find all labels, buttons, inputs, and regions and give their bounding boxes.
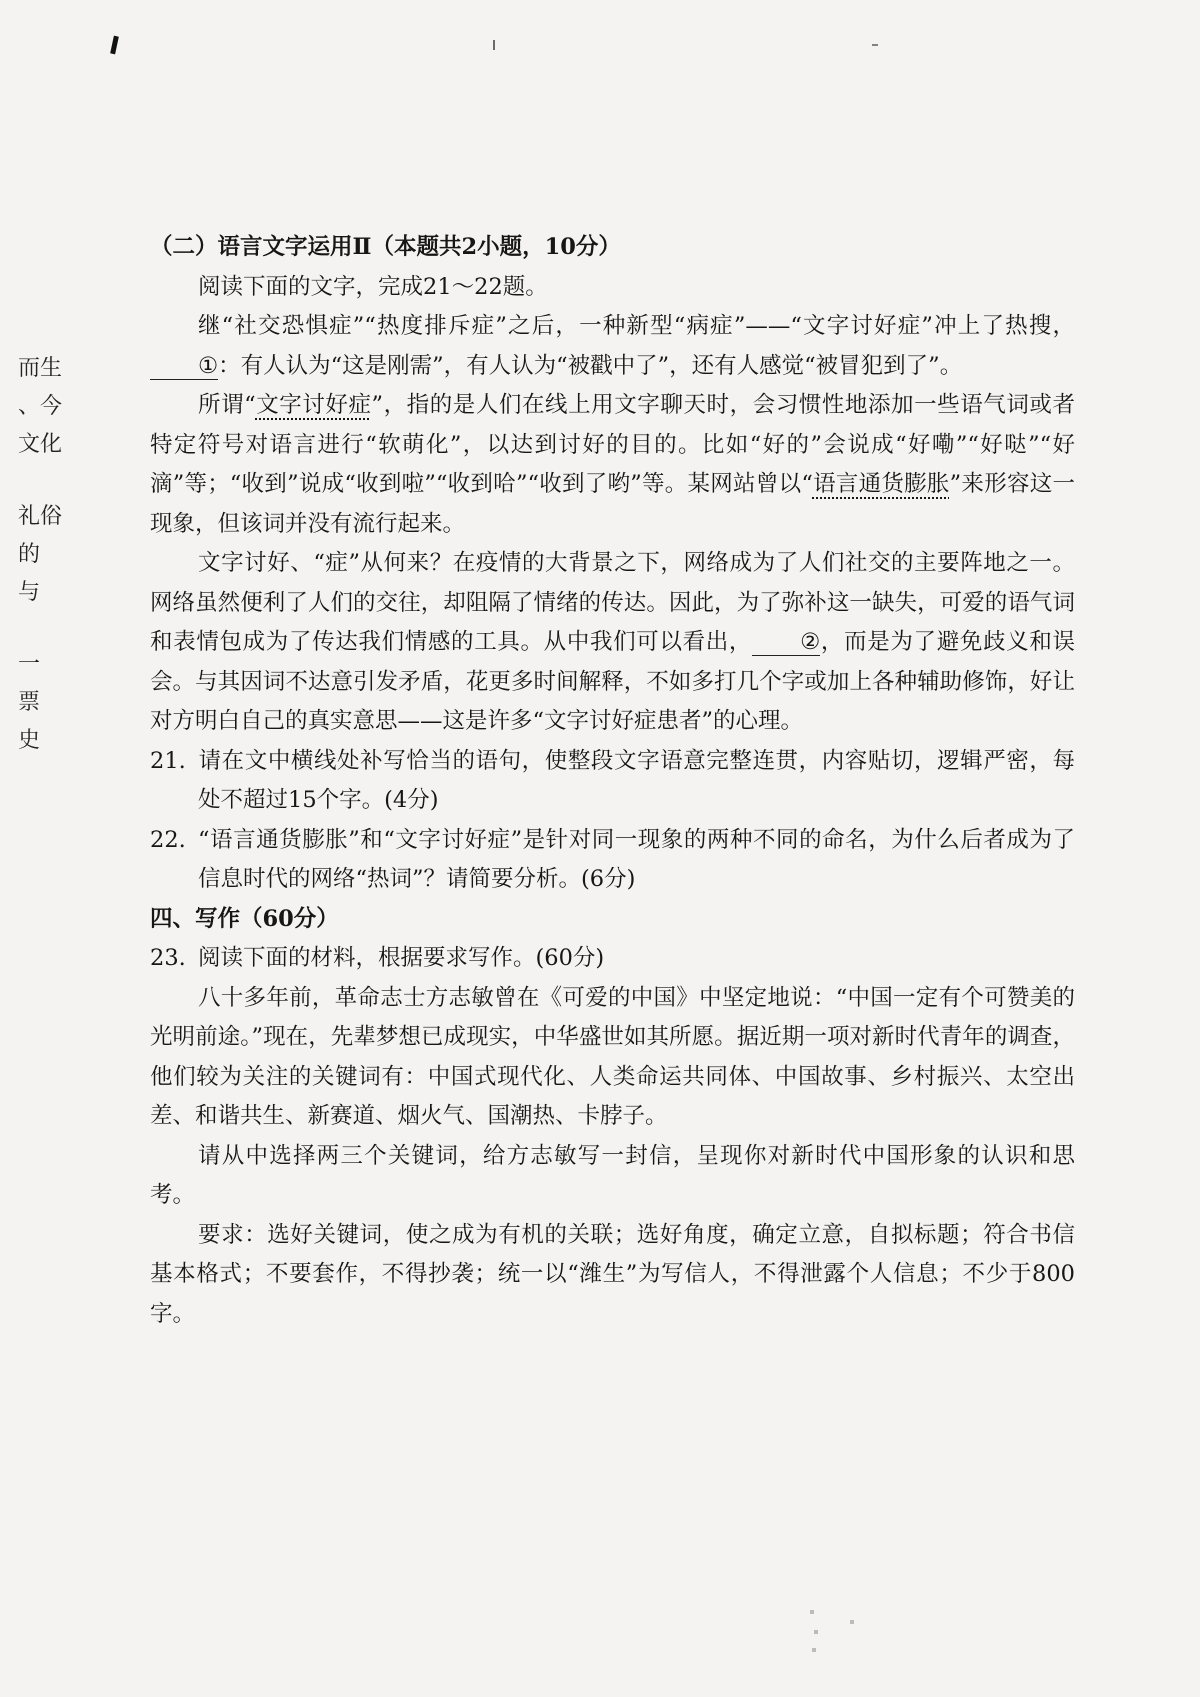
writing-task: 请从中选择两三个关键词，给方志敏写一封信，呈现你对新时代中国形象的认识和思考。 (150, 1142, 1075, 1208)
passage-text: 文字讨好、“症”从何来？在疫情的大背景之下，网络成为了人们社交的主要阵地之一。网络虽然便利了人们的交往，却阻隔了情绪的传达。因此，为了弥补这一缺失，可爱的语气词和表情包成为了传达我们情感的工具。从中我们可以看出， (150, 550, 1075, 655)
question-text: 请在文中横线处补写恰当的语句，使整段文字语意完整连贯，内容贴切，逻辑严密，每处不超过15个字。(4分) (198, 747, 1075, 813)
question-text: 阅读下面的材料，根据要求写作。(60分) (198, 945, 605, 971)
margin-fragment: 票 (18, 690, 41, 715)
answer-blank-2: ② (752, 629, 820, 656)
passage-text: ”来形容这一现象，但该词并没有流行起来。 (150, 471, 1075, 537)
writing-requirements: 要求：选好关键词，使之成为有机的关联；选好角度，确定立意，自拟标题；符合书信基本格式；不要套作，不得抄袭；统一以“潍生”为写信人，不得泄露个人信息；不少于800字。 (150, 1221, 1075, 1327)
reading-instruction: 阅读下面的文字，完成21～22题。 (198, 273, 548, 300)
writing-heading: 四、写作（60分） (150, 905, 339, 932)
passage-paragraph-1 (150, 307, 1075, 386)
ink-mark (493, 40, 495, 50)
question-number: 21. (150, 747, 186, 774)
margin-fragment: 一 (18, 652, 41, 677)
margin-fragment: 的 (18, 542, 41, 567)
passage-text: ”，指的是人们在线上用文字聊天时，会习惯性地添加一些语气词或者特定符号对语言进行“软萌化”，以达到讨好的目的。比如“好的”会说成“好嘞”“好哒”“好滴”等；“收到”说成“收到啦”“收到哈”“收到了哟”等。某网站曾以“ (150, 392, 1075, 497)
left-margin-fragments (18, 350, 88, 760)
passage-text: ，而是为了避免歧义和误会。与其因词不达意引发矛盾，花更多时间解释，不如多打几个字或加上各种辅助修饰，好让对方明白自己的真实意思——这是许多“文字讨好症患者”的心理。 (150, 629, 1075, 734)
ink-mark (872, 44, 878, 46)
question-text: “语言通货膨胀”和“文字讨好症”是针对同一现象的两种不同的命名，为什么后者成为了信息时代的网络“热词”？请简要分析。(6分) (198, 826, 1075, 892)
ink-mark (110, 36, 119, 55)
margin-fragment: 、今 (18, 394, 63, 419)
scan-noise (800, 1600, 880, 1660)
exam-content (150, 228, 1075, 1334)
section-heading: （二）语言文字运用Ⅱ（本题共2小题，10分） (150, 234, 621, 260)
writing-material: 八十多年前，革命志士方志敏曾在《可爱的中国》中坚定地说：“中国一定有个可赞美的光明前途。”现在，先辈梦想已成现实，中华盛世如其所愿。据近期一项对新时代青年的调查，他们较为关注的关键词有：中国式现代化、人类命运共同体、中国故事、乡村振兴、太空出差、和谐共生、新赛道、烟火气、国潮热、卡脖子。 (150, 984, 1075, 1129)
margin-fragment: 而生 (18, 356, 63, 381)
passage-paragraph-2 (150, 386, 1075, 544)
emphasized-term: 文字讨好症 (255, 392, 372, 418)
question-23 (150, 939, 1075, 979)
margin-fragment: 史 (18, 728, 41, 753)
answer-blank-1: ① (150, 353, 218, 380)
margin-fragment: 礼俗 (18, 504, 63, 529)
question-number: 22. (150, 826, 186, 853)
question-21 (150, 742, 1075, 821)
margin-fragment: 文化 (18, 432, 63, 457)
question-number: 23. (150, 945, 186, 971)
passage-text: ：有人认为“这是刚需”，有人认为“被戳中了”，还有人感觉“被冒犯到了”。 (218, 352, 963, 379)
passage-text: 继“社交恐惧症”“热度排斥症”之后，一种新型“病症”——“文字讨好症”冲上了热搜， (198, 313, 1075, 339)
margin-fragment: 与 (18, 580, 41, 605)
passage-text: 所谓“ (198, 392, 256, 418)
emphasized-term: 语言通货膨胀 (812, 471, 950, 497)
question-22 (150, 821, 1075, 900)
passage-paragraph-3 (150, 544, 1075, 742)
